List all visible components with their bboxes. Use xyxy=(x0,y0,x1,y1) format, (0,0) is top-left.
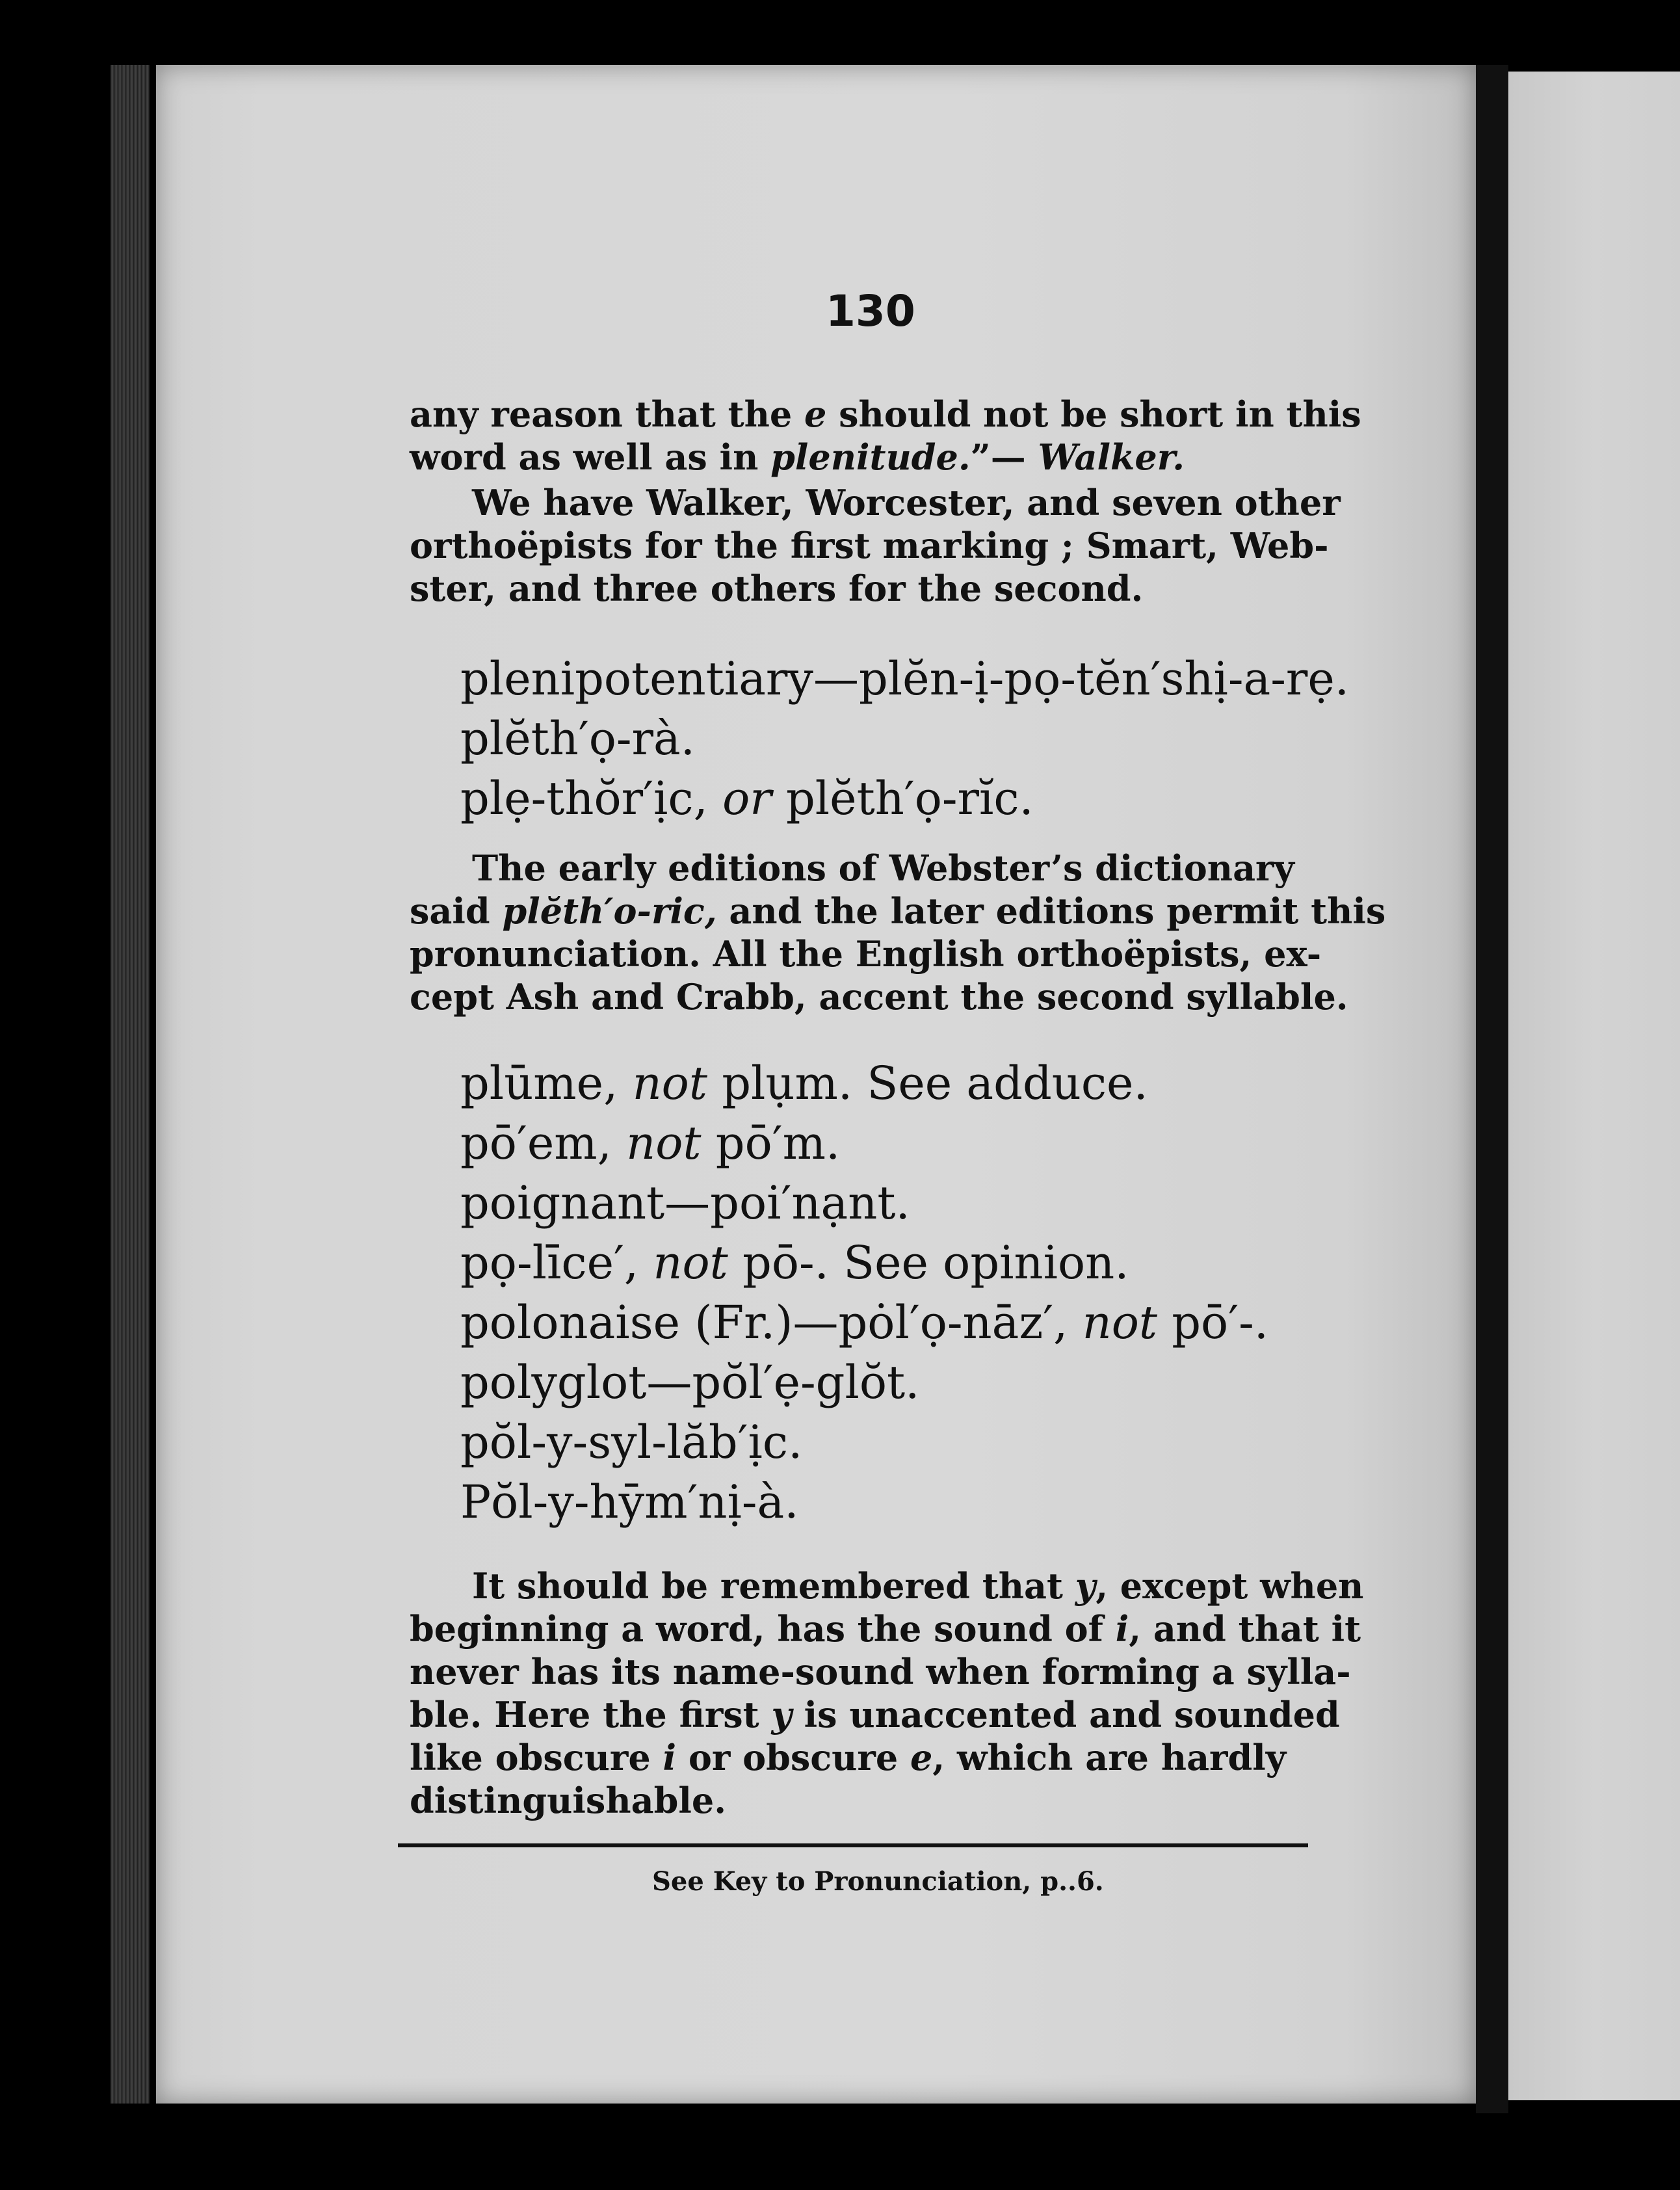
text-run: pọ-līce′, xyxy=(460,1236,653,1289)
text-run: e xyxy=(804,393,827,435)
text-run: plenitude. xyxy=(770,436,971,478)
next-page-edge xyxy=(1508,72,1680,2100)
text-run: plẹ-thŏr′ịc, xyxy=(460,772,723,825)
text-line: distinguishable. xyxy=(410,1780,727,1821)
text-run: , except when xyxy=(1096,1565,1364,1607)
text-line: The early editions of Webster’s dictionary xyxy=(472,847,1294,889)
text-run: i xyxy=(1115,1608,1129,1650)
text-line: orthoëpists for the first marking ; Smart, Web- xyxy=(410,525,1329,566)
entry-poem xyxy=(460,1113,1268,1173)
text-run: , and that it xyxy=(1129,1608,1361,1650)
footer-note: See Key to Pronunciation, p..6. xyxy=(652,1866,1104,1897)
paragraph-3 xyxy=(410,847,1385,1018)
text-run: should not be short in this xyxy=(826,393,1361,435)
text-run: plĕth′o-ric, xyxy=(502,890,717,932)
entry-plume xyxy=(460,1053,1268,1113)
text-run: beginning a word, has the sound of xyxy=(410,1608,1116,1650)
entry-polyhymnia: Pŏl-y-hȳm′nị-à. xyxy=(460,1475,799,1529)
entry-polyglot: polyglot—pŏl′ẹ-glŏt. xyxy=(460,1356,920,1409)
text-run: , which are hardly xyxy=(932,1737,1287,1778)
book-spine xyxy=(1476,65,1508,2113)
entry-polysyllabic: pŏl-y-syl-lăb′ịc. xyxy=(460,1416,803,1469)
entry-plethoric xyxy=(460,769,1349,828)
paragraph-4 xyxy=(410,1564,1363,1822)
entry-poignant: poignant—poi′nạnt. xyxy=(460,1176,910,1230)
text-run: polonaise (Fr.)—pȯl′ọ-nāz′, xyxy=(460,1296,1083,1349)
text-run: is unaccented and sounded xyxy=(791,1694,1340,1735)
text-run: i xyxy=(663,1737,677,1778)
text-run: not xyxy=(653,1236,728,1289)
page-edge xyxy=(111,65,150,2104)
text-run: y xyxy=(771,1694,792,1735)
text-line: ster, and three others for the second. xyxy=(410,568,1144,609)
text-run: pō′em, xyxy=(460,1116,627,1170)
text-run: e xyxy=(910,1737,933,1778)
text-run: pō′m. xyxy=(701,1116,841,1170)
text-run: said xyxy=(410,890,503,932)
text-run: word as well as in xyxy=(410,436,771,478)
entry-plethora: plĕth′ọ-rà. xyxy=(460,712,695,765)
entry-group-2 xyxy=(460,1053,1268,1532)
text-run: and the later editions permit this xyxy=(716,890,1386,932)
text-run: Walker. xyxy=(1038,436,1185,478)
text-line: never has its name-sound when forming a sylla- xyxy=(410,1651,1351,1693)
text-run: It should be remembered that xyxy=(472,1565,1075,1607)
text-run: or obscure xyxy=(676,1737,911,1778)
text-run: like obscure xyxy=(410,1737,663,1778)
entry-police xyxy=(460,1233,1268,1293)
entry-group-1 xyxy=(460,649,1349,828)
text-run: any reason that the xyxy=(410,393,804,435)
text-run: plĕth′ọ-rĭc. xyxy=(785,772,1034,825)
text-run: plūme, xyxy=(460,1057,633,1110)
text-run: plụm. See adduce. xyxy=(707,1057,1148,1110)
entry-plenipotentiary: plenipotentiary—plĕn-ị-pọ-tĕn′shị-a-rẹ. xyxy=(460,652,1350,706)
text-run: not xyxy=(1082,1296,1157,1349)
text-line: We have Walker, Worcester, and seven other xyxy=(472,482,1341,523)
footer-rule xyxy=(398,1843,1308,1847)
entry-polonaise xyxy=(460,1293,1268,1352)
paragraph-1 xyxy=(410,393,1361,479)
text-run: not xyxy=(626,1116,702,1170)
text-run: pō′-. xyxy=(1157,1296,1268,1349)
paragraph-2 xyxy=(410,481,1341,610)
text-line: cept Ash and Crabb, accent the second syllable. xyxy=(410,976,1348,1018)
text-run: not xyxy=(632,1057,707,1110)
text-run: or xyxy=(722,772,772,825)
text-run: pō-. See opinion. xyxy=(728,1236,1129,1289)
text-run: ble. Here the first xyxy=(410,1694,772,1735)
text-run: ”— xyxy=(970,436,1038,478)
text-line: pronunciation. All the English orthoëpists, ex- xyxy=(410,933,1322,975)
page-number: 130 xyxy=(826,286,915,336)
text-run: y xyxy=(1075,1565,1096,1607)
